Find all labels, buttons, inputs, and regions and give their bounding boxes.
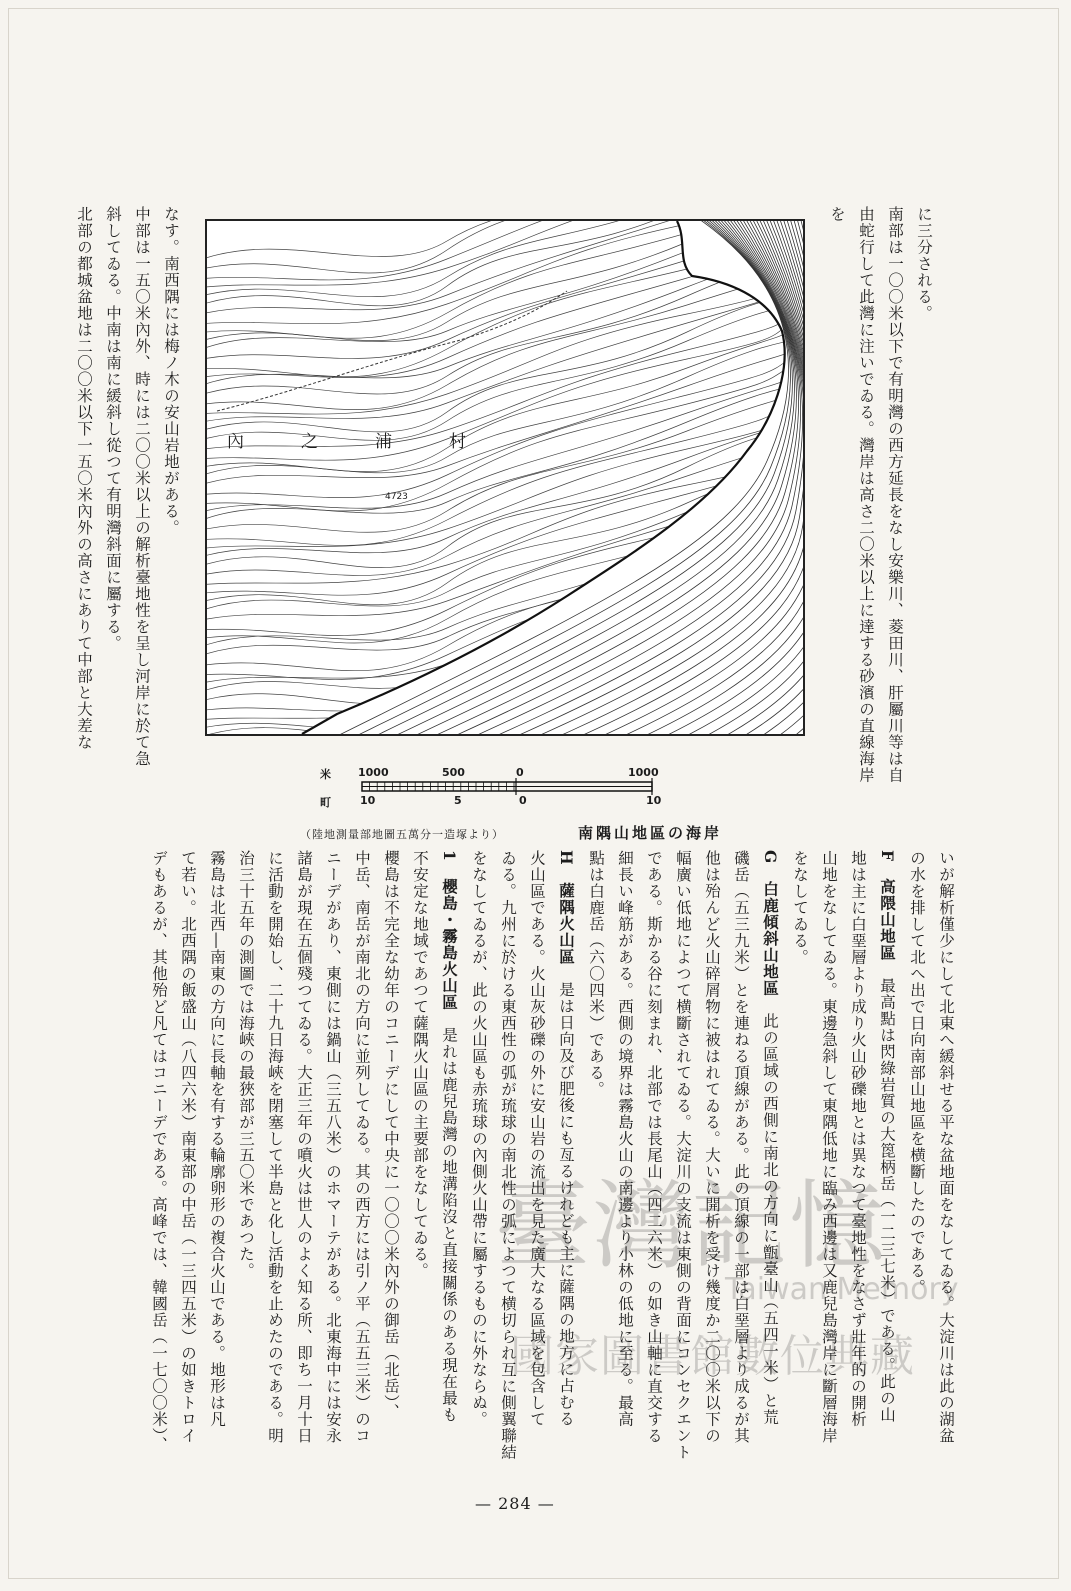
bottom-text-block (60, 850, 960, 1470)
text-line: をなしてゐるが、此の火山區も赤琉球の內側火山帶に屬するものに外ならぬ。 (470, 850, 488, 1428)
land-contour-line (197, 227, 827, 387)
page-number: — 284 — (475, 1494, 555, 1513)
text-line: 他は殆んど火山碎屑物に被はれてゐる。大いに開析を受け幾度か二〇〇米以下の (703, 850, 721, 1444)
sea-hachure-line (384, 211, 807, 793)
text-line: 治三十五年の測圖では海峽の最狹部が三五〇米であつた。 (237, 850, 255, 1279)
map-title-caption: 南隅山地區の海岸 (578, 824, 723, 842)
land-contour-line (197, 236, 827, 396)
text-line: なす。南西隅には梅ノ木の安山岩地がある。 (162, 206, 180, 536)
map-place-label: 內 之 浦 村 (227, 432, 486, 452)
land-contour-line (197, 200, 827, 360)
land-contour-line (197, 398, 827, 558)
scale-tick-label: 0 (516, 766, 524, 779)
text-line: ゐる。九州に於ける東西性の弧が琉球の南北性の弧によつて横切られ互に側翼聯結 (499, 850, 517, 1461)
top-left-text-block (55, 206, 185, 828)
text-line: である。斯かる谷に刻まれ、北部では長尾山（四二六米）の如き山軸に直交する (645, 850, 663, 1444)
text-line: 山地をなしてゐる。東邊急斜して東隅低地に臨み西邊は又鹿兒島灣岸に斷層海岸 (820, 850, 838, 1444)
section-heading: H 薩隅火山區 (557, 850, 576, 965)
text-line: 由蛇行して此灣に注いでゐる。灣岸は高さ二〇米以上に達する砂濱の直線海岸を (828, 206, 875, 784)
text-line: 斜してゐる。中南は南に緩斜し從つて有明灣斜面に屬する。 (104, 206, 122, 652)
scale-tick-label: 10 (360, 794, 376, 807)
topographic-map (205, 219, 805, 736)
text-line: デもあるが、其他殆ど凡てはコニーデである。高峰では、韓國岳（一七〇〇米）、 (150, 850, 168, 1453)
text-line: に活動を開始し、二十九日海峽を閉塞して半島と化し活動を止めたのである。明 (266, 850, 284, 1444)
text-line: いが解析僅少にして北東へ緩斜せる平な盆地面をなしてゐる。大淀川は此の湖盆 (937, 850, 955, 1444)
scale-tick-label: 5 (454, 794, 462, 807)
sea-hachure-line (341, 211, 799, 779)
sea-hachure-line (449, 211, 821, 815)
sea-hachure-line (363, 211, 803, 786)
section-f (872, 850, 902, 1470)
section-heading: F 高隈山地區 (878, 850, 897, 962)
map-elevation-label: 4723 (385, 492, 408, 502)
watermark-main: 臺灣記憶 (495, 1170, 887, 1282)
text-line: 櫻島は不完全な幼年のコニーデにして中央に一〇〇〇米內外の御岳（北岳）、 (382, 850, 400, 1420)
land-contour-line (197, 515, 827, 679)
top-right-text-block (828, 206, 938, 791)
section-1 (434, 850, 464, 1470)
land-contour-line (197, 434, 827, 595)
scale-unit-meters: 米 (320, 768, 331, 781)
land-contour-line (197, 218, 827, 378)
scale-tick-label: 1000 (628, 766, 659, 779)
text-run: 最高點は閃綠岩質の大箆柄岳（一二三七米）である。此の山 (878, 977, 896, 1424)
scale-tick-label: 1000 (358, 766, 389, 779)
land-contour-line (197, 488, 827, 648)
sea-hachure-line (417, 211, 814, 804)
map-contours (207, 221, 803, 734)
land-contour-line (197, 317, 827, 477)
text-line: 北部の都城盆地は二〇〇米以下一五〇米內外の高さにありて中部と大差な (75, 206, 93, 751)
text-run: 是れは鹿兒島灣の地溝陷沒と直接關係のある現在最も (440, 1026, 458, 1423)
text-line: 諸島が現在五個殘つてゐる。大正三年の噴火は世人のよく知る所、即ち一月十日 (295, 850, 313, 1444)
text-line: 霧島は北西―南東の方向に長軸を有する輪廓卵形の複合火山である。地形は凡 (208, 850, 226, 1428)
section-h (551, 850, 581, 1470)
text-line: 中岳、南岳が南北の方向に並列してゐる。其の西方には引ノ平（五五三米）のコ (353, 850, 371, 1444)
watermark-english: Taiwan Memory (725, 1272, 959, 1307)
road-line (217, 291, 567, 411)
text-line: に三分される。 (915, 206, 933, 322)
scale-tick-label: 10 (646, 794, 662, 807)
land-contour-line (197, 587, 827, 747)
section-heading: 1 櫻島・霧島火山區 (440, 850, 459, 1011)
section-g (755, 850, 785, 1470)
land-contour-line (197, 578, 827, 738)
text-line: 火山區である。火山灰砂礫の外に安山岩の流出を見た廣大なる區域を包含して (528, 850, 546, 1428)
text-line: 中部は一五〇米內外、時には二〇〇米以上の解析臺地性を呈し河岸に於て急 (133, 206, 151, 767)
land-contour-line (197, 290, 827, 450)
sea-hachure-line (395, 211, 809, 797)
section-heading: G 白鹿傾斜山地區 (761, 850, 780, 997)
text-line: 細長い峰筋がある。西側の境界は霧島火山の南邊より小林の低地に至る。最高 (616, 850, 634, 1428)
text-line: 南部は一〇〇米以下で有明灣の西方延長をなし安樂川、菱田川、肝屬川等は自 (886, 206, 904, 784)
text-line: 地は主に白堊層より成り火山砂礫地とは異なつて臺地性をなさず壯年的の開析 (849, 850, 867, 1428)
text-run: 此の區域の西側に南北の方向に甑臺山（五四一米）と荒 (761, 1012, 779, 1426)
text-line: の水を排して北へ出で日向南部山地區を横斷したのである。 (908, 850, 926, 1296)
text-line: 點は白鹿岳（六〇四米）である。 (587, 850, 605, 1098)
land-contour-line (197, 479, 827, 643)
watermark-subtitle: 國家圖書館數位典藏 (510, 1331, 915, 1382)
scale-tick-label: 0 (519, 794, 527, 807)
scale-tick-label: 500 (442, 766, 465, 779)
map-scale-bar (320, 766, 660, 812)
text-line: て若い。北西隅の飯盛山（八四六米）南東部の中岳（一三四五米）の如きトロイ (179, 850, 197, 1444)
text-line: 不安定な地域であつて薩隅火山區の主要部をなしてゐる。 (411, 850, 429, 1279)
text-line: をなしてゐる。 (791, 850, 809, 966)
land-contour-line (197, 461, 827, 621)
map-source-caption: （陸地測量部地圖五萬分一造塚より） (300, 828, 504, 841)
land-contour-line (197, 245, 827, 410)
text-line: 磯岳（五三九米）とを連ねる頂線がある。此の頂線の一部は白堊層より成るが其 (732, 850, 750, 1444)
scale-unit-cho: 町 (320, 796, 331, 809)
land-contour-line (197, 470, 827, 636)
land-contour-line (197, 524, 827, 684)
sea-hachure-line (298, 211, 791, 765)
text-line: ニーデがあり、東側には鍋山（三五八米）のホマーテがある。北東海中には安永 (324, 850, 342, 1444)
sea-hachure-line (352, 211, 801, 783)
text-line: 幅廣い低地によつて横斷されてゐる。大淀川の支流は東側の背面にコンセクエント (674, 850, 692, 1461)
text-run: 是は日向及び肥後にも亙るけれども主に薩隅の地方に占むる (557, 981, 575, 1427)
